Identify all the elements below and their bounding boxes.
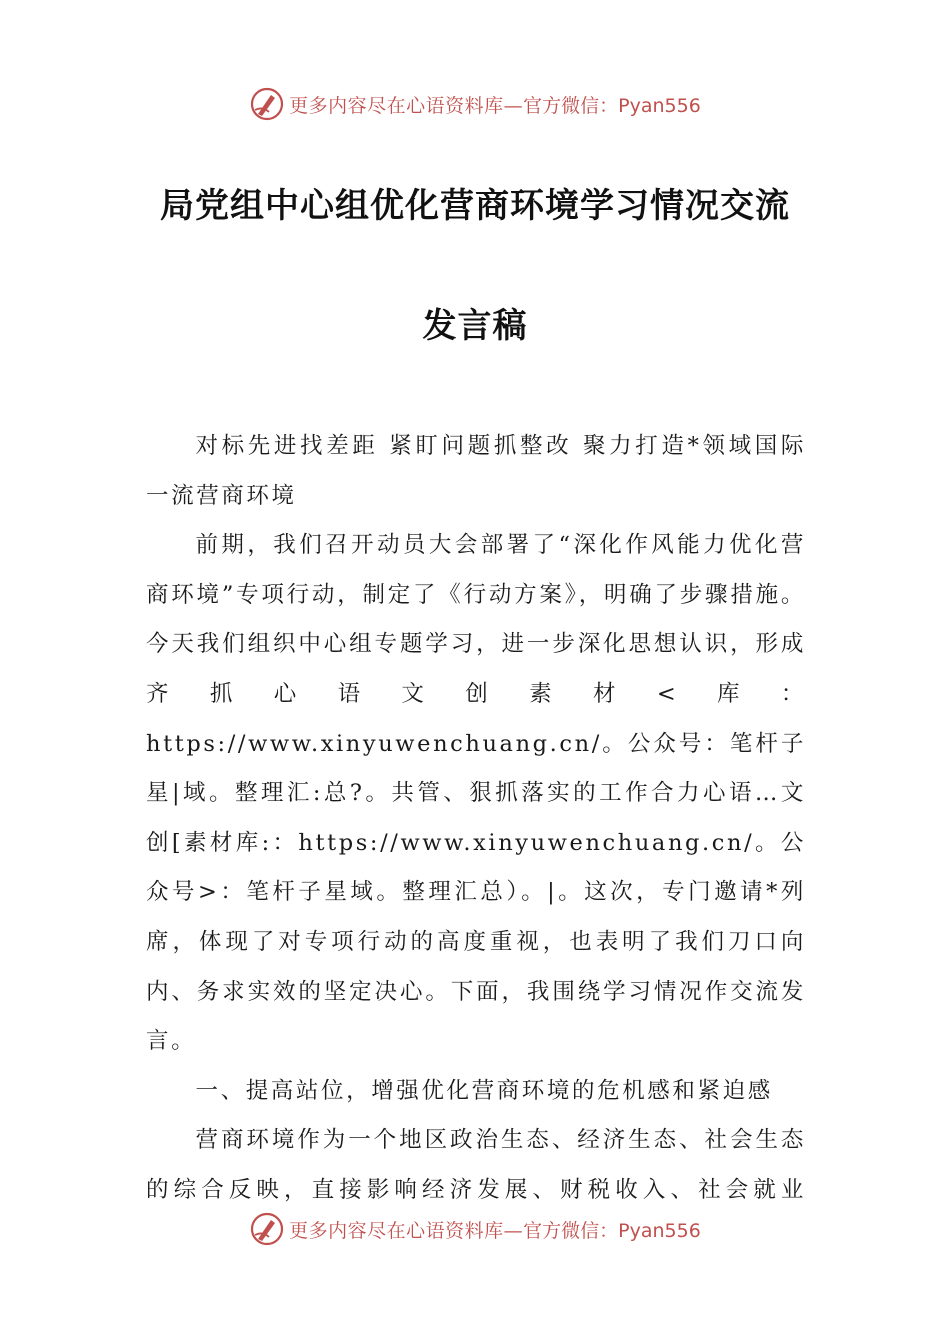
banner-slogan: 更多内容尽在心语资料库— — [289, 1219, 524, 1242]
body-paragraph-1: 对标先进找差距 紧盯问题抓整改 聚力打造*领域国际一流营商环境 — [146, 433, 806, 509]
banner-wechat: 官方微信：Pyan556 — [523, 94, 701, 117]
document-body — [146, 422, 806, 1216]
body-paragraph-3: 营商环境作为一个地区政治生态、经济生态、社会生态的综合反映，直接影响经济发展、财税收入、社会就业 — [146, 1127, 806, 1203]
quill-pen-logo-icon — [249, 86, 285, 122]
footer-banner — [0, 1209, 950, 1249]
banner-wechat: 官方微信：Pyan556 — [523, 1219, 701, 1242]
header-banner — [0, 84, 950, 124]
document-title-line-1: 局党组中心组优化营商环境学习情况交流 — [160, 186, 790, 226]
body-paragraph-2: 前期，我们召开动员大会部署了“深化作风能力优化营商环境”专项行动，制定了《行动方案》，明确了步骤措施。今天我们组织中心组专题学习，进一步深化思想认识，形成齐抓心语文创素材<库：https://www.xinyuwenchuang.cn/。公众号：笔杆子星|域。整理汇:总?。共管、狠抓落实的工作合力心语…文创[素材库:：https://www.xinyuwenchuang.cn/。公众号>：笔杆子星域。整理汇总）。|。这次，专门邀请*列席，体现了对专项行动的高度重视，也表明了我们刀口向内、务求实效的坚定决心。下面，我围绕学习情况作交流发言。 — [146, 532, 806, 1055]
banner-slogan: 更多内容尽在心语资料库— — [289, 94, 524, 117]
section-heading-1: 一、提高站位，增强优化营商环境的危机感和紧迫感 — [195, 1077, 773, 1104]
document-title-line-2: 发言稿 — [422, 306, 528, 346]
quill-pen-logo-icon — [249, 1211, 285, 1247]
